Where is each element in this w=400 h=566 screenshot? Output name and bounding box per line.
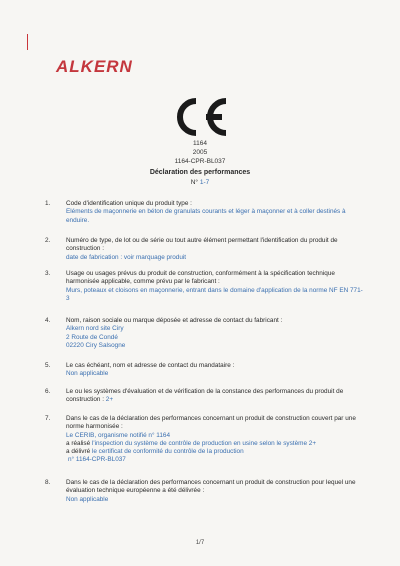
item-5 <box>45 362 365 379</box>
item-2 <box>45 237 365 262</box>
item-line: Le CERIB, organisme notifié n° 1164 <box>66 431 171 439</box>
item-value: Eléments de maçonnerie en béton de granulats courants et léger à maçonner et à coller destinés à enduire. <box>66 208 346 224</box>
notified-body-number: 1164 <box>193 140 207 147</box>
item-6 <box>45 388 365 405</box>
scan-mark <box>27 34 28 50</box>
ce-year: 2005 <box>192 149 208 156</box>
item-line-lead: a réalisé <box>66 439 92 447</box>
item-value-line: Alkern nord site Ciry <box>66 325 124 333</box>
item-number: 8. <box>45 479 51 486</box>
item-label: Numéro de type, de lot ou de série ou tout autre élément permettant l'identification du produit de construction : <box>66 237 338 253</box>
ce-certificate: 1164-CPR-BL037 <box>174 158 226 165</box>
declaration-title: Déclaration des performances <box>149 169 251 176</box>
item-3 <box>45 270 365 303</box>
item-label: Le ou les systèmes d'évaluation et de vérification de la constance des performances du produit de construction : <box>66 388 344 404</box>
item-number: 4. <box>45 317 51 324</box>
item-number: 1. <box>45 200 51 207</box>
item-1 <box>45 200 365 225</box>
ce-mark-icon <box>168 95 232 139</box>
declaration-number <box>100 178 300 187</box>
item-line-value: n° 1164-CPR-BL037 <box>68 456 126 464</box>
item-line-lead: a délivré <box>66 448 92 456</box>
item-value: Non applicable <box>66 495 109 503</box>
item-7 <box>45 415 365 465</box>
item-number: 2. <box>45 237 51 244</box>
item-label: Nom, raison sociale ou marque déposée et adresse de contact du fabricant : <box>66 317 283 324</box>
page-number: 1/7 <box>195 540 205 546</box>
item-value-line: 2 Route de Condé <box>66 333 118 341</box>
item-line <box>66 440 365 448</box>
item-label: Code d'identification unique du produit type : <box>66 200 192 207</box>
declaration-number-value: 1-7 <box>199 179 210 186</box>
alkern-logo <box>56 56 142 78</box>
item-number: 5. <box>45 362 51 369</box>
item-number: 3. <box>45 270 51 277</box>
item-4 <box>45 317 365 350</box>
logo-text: ALKERN <box>56 57 133 76</box>
ce-marking <box>160 95 240 166</box>
item-label: Dans le cas de la déclaration des performances concernant un produit de construction pour lequel une évaluation technique européenne a été délivrée : <box>66 479 356 495</box>
declaration-number-prefix: N° <box>190 179 199 186</box>
item-value: Non applicable <box>66 370 109 378</box>
item-value: Murs, poteaux et cloisons en maçonnerie, entrant dans le domaine d'application de la norme NF EN 771-3 <box>66 286 363 302</box>
item-8 <box>45 479 365 504</box>
item-line <box>66 456 365 464</box>
item-number: 7. <box>45 415 51 422</box>
item-label: Dans le cas de la déclaration des performances concernant un produit de construction couvert par une norme harmonisée : <box>66 415 356 431</box>
item-label: Le cas échéant, nom et adresse de contact du mandataire : <box>66 362 235 369</box>
item-number: 6. <box>45 388 51 395</box>
item-line-value: l'inspection du système de contrôle de production en usine selon le système 2+ <box>91 439 317 447</box>
item-value: date de fabrication : voir marquage produit <box>66 253 187 261</box>
item-value-line: 02220 Ciry Salsogne <box>66 341 126 349</box>
item-line-value: le certificat de conformité du contrôle de la production <box>91 448 244 456</box>
item-label: Usage ou usages prévus du produit de construction, conformément à la spécification technique harmonisée applicable, comme prévu par le fabricant : <box>66 270 335 286</box>
item-value: 2+ <box>105 396 114 404</box>
